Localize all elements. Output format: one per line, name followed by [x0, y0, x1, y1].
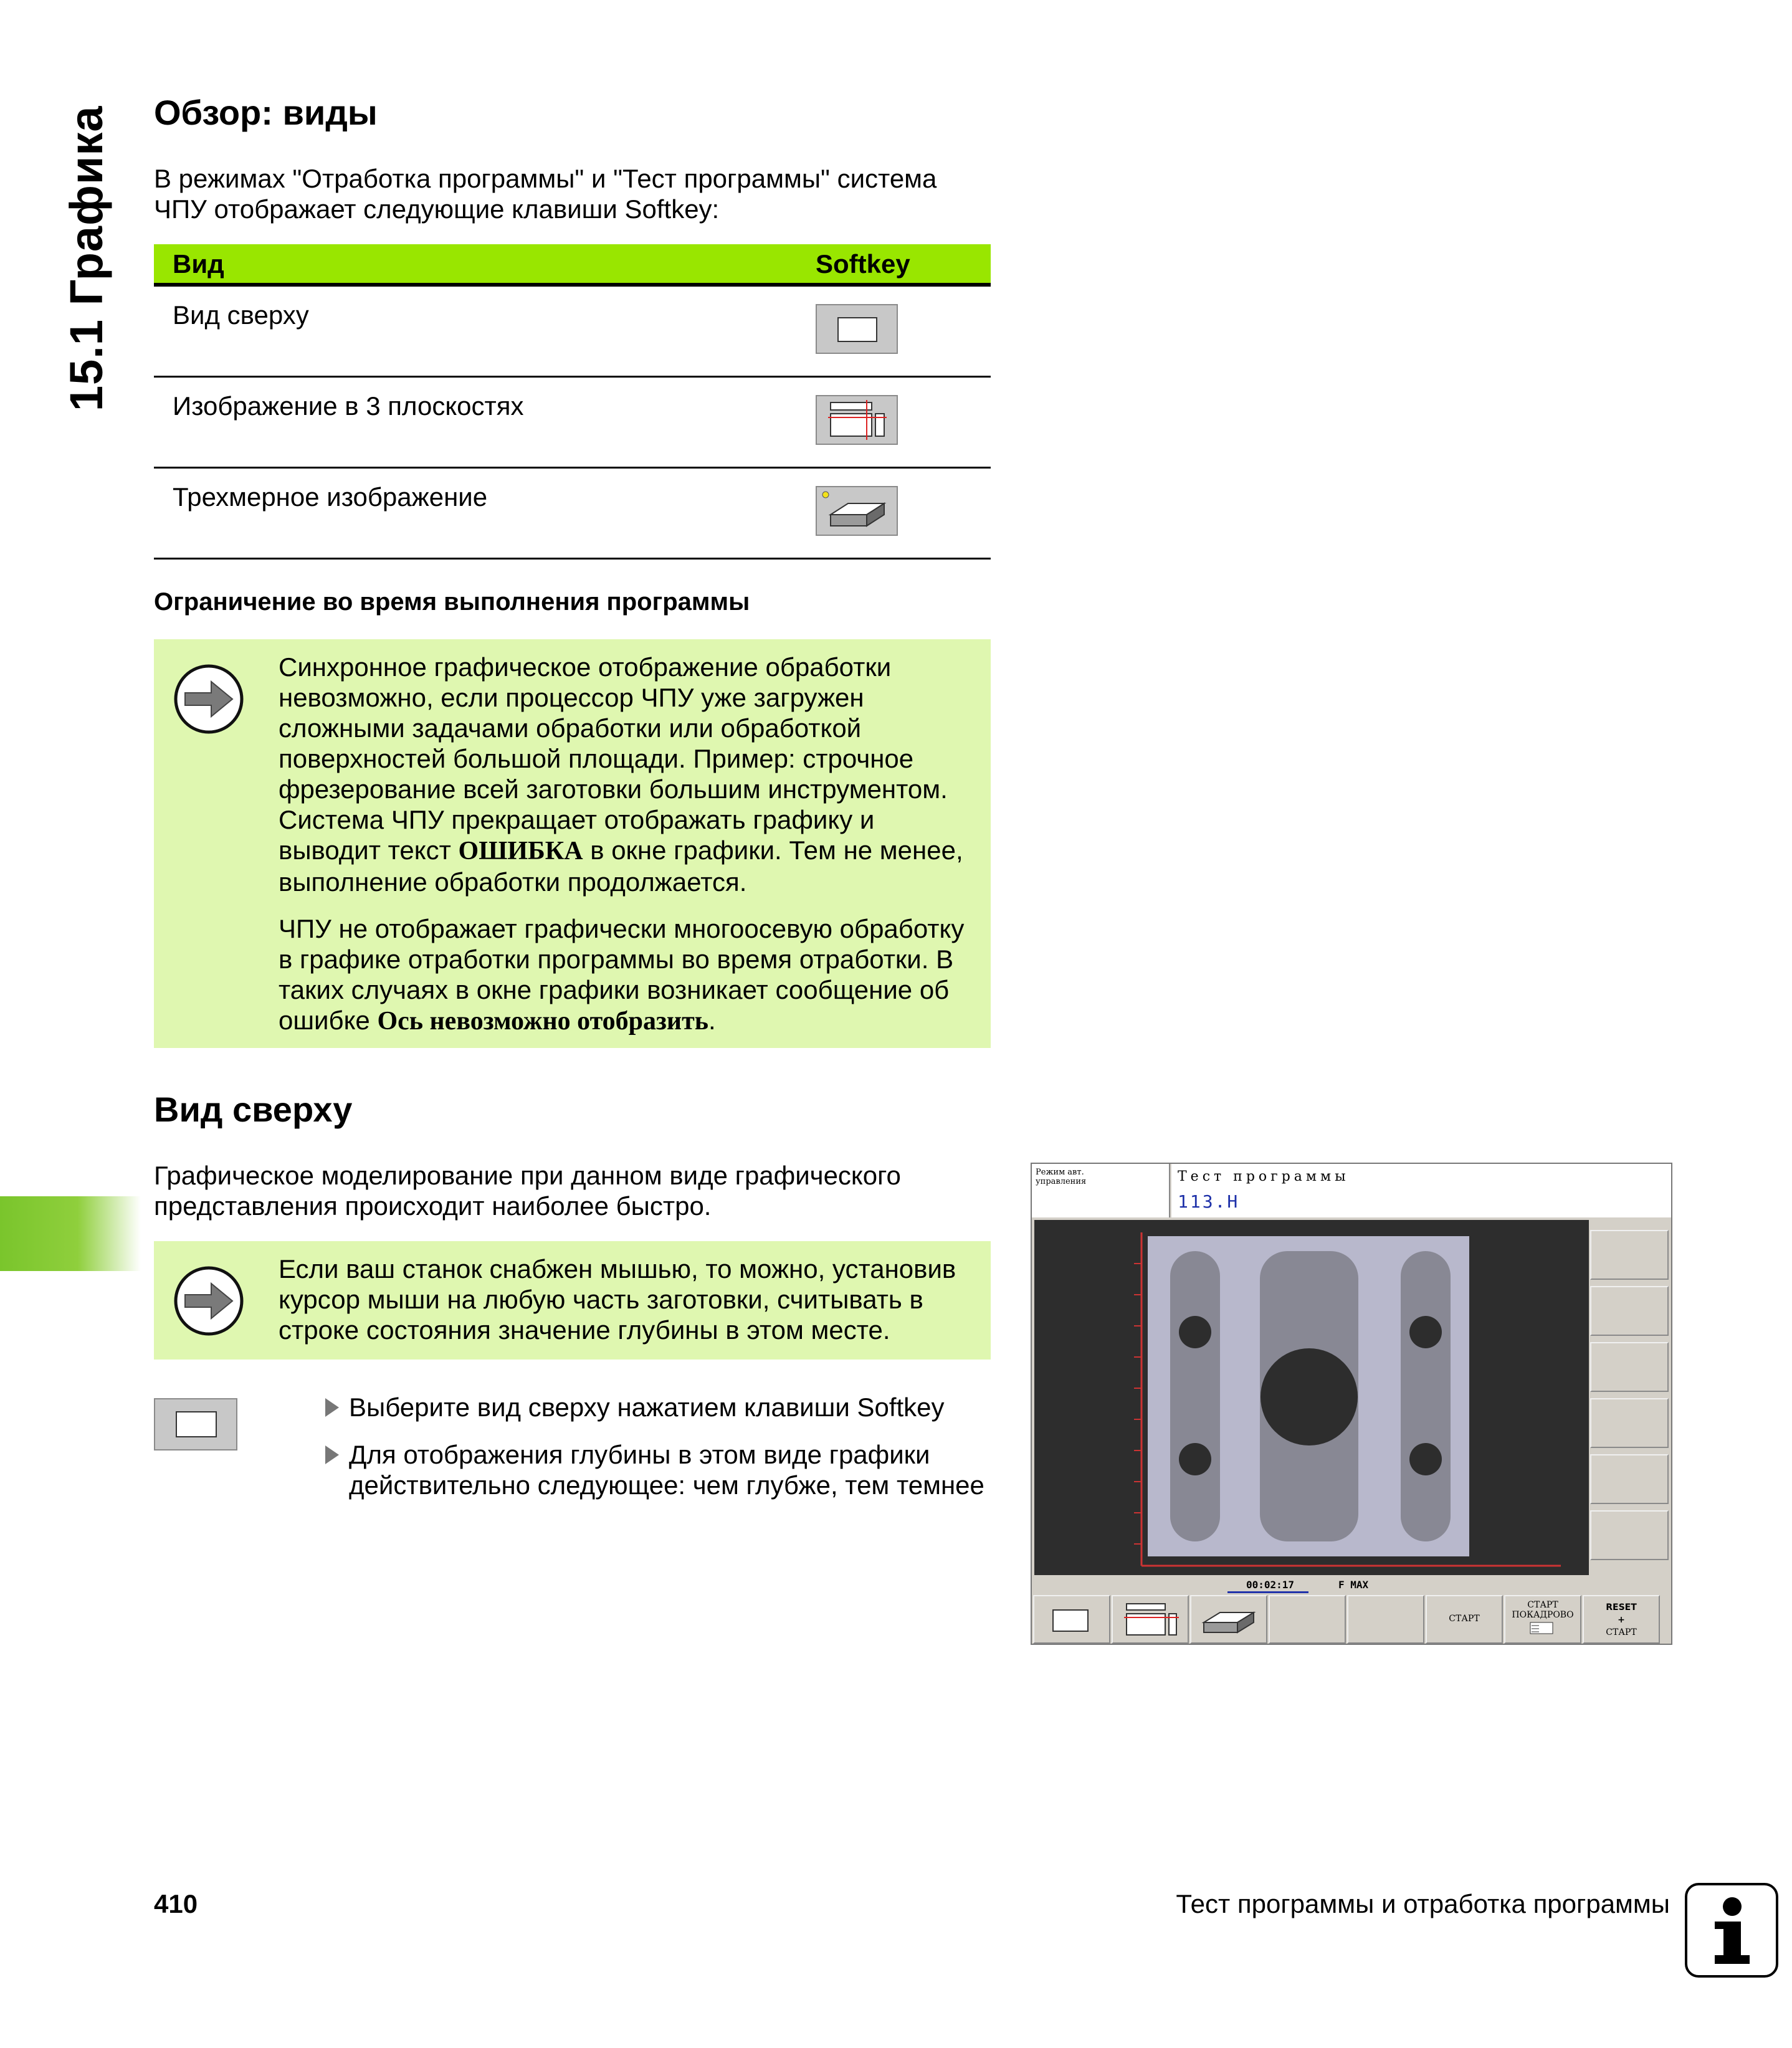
top-view-softkey-icon: [154, 1398, 237, 1450]
col-header-softkey: Softkey: [816, 249, 910, 279]
softkey-top-view[interactable]: [1033, 1595, 1110, 1644]
top-view-intro: Графическое моделирование при данном виде графического представления происходит наиболее быстро.: [154, 1161, 901, 1221]
softkey-empty[interactable]: [1269, 1595, 1346, 1644]
section-title-top-view: Вид сверху: [154, 1090, 353, 1129]
side-softkey[interactable]: [1590, 1454, 1669, 1504]
program-name: 113.H: [1178, 1191, 1240, 1212]
graphics-window: [1034, 1220, 1589, 1575]
footer-chapter-title: Тест программы и отработка программы: [1176, 1889, 1670, 1918]
table-row: [154, 287, 991, 378]
restriction-note: [154, 639, 991, 1048]
mouse-note: [154, 1241, 991, 1360]
restriction-title: Ограничение во время выполнения программы: [154, 588, 750, 616]
softkey-three-planes[interactable]: [1112, 1595, 1189, 1644]
softkey-3d-view[interactable]: [1190, 1595, 1267, 1644]
views-table: [154, 244, 991, 560]
reset-start-button[interactable]: RESET + СТАРТ: [1583, 1595, 1660, 1644]
side-softkey[interactable]: [1590, 1342, 1669, 1392]
screen-title-area: [1171, 1164, 1671, 1217]
feed-status: F MAX: [1338, 1579, 1369, 1591]
arrow-right-icon: [173, 663, 245, 738]
side-softkey[interactable]: [1590, 1510, 1669, 1560]
col-header-view: Вид: [173, 249, 224, 279]
status-bar: [1034, 1576, 1589, 1594]
chapter-tab-marker: [0, 1196, 141, 1271]
row-label-3d: Трехмерное изображение: [173, 482, 488, 512]
mouse-note-text: Если ваш станок снабжен мышью, то можно, установив курсор мыши на любую часть заготовки, считывать в строке состояния значение глубины в этом месте.: [279, 1254, 956, 1345]
elapsed-time: 00:02:17: [1246, 1579, 1295, 1591]
three-planes-softkey-icon: [816, 395, 898, 445]
info-icon: [1685, 1883, 1778, 1978]
section-title-overview: Обзор: виды: [154, 93, 378, 132]
start-button[interactable]: СТАРТ: [1426, 1595, 1503, 1644]
restriction-paragraph-1: Синхронное графическое отображение обработки невозможно, если процессор ЧПУ уже загружен сложными задачами обработки или обработкой поверхностей большой площади. Пример: строчное фрезерование всей заготовки большим инструментом. Система ЧПУ прекращает отображать графику и выводит текст ОШИБКА в окне графики. Тем не менее, выполнение обработки продолжается.: [279, 652, 963, 897]
overview-intro: В режимах "Отработка программы" и "Тест программы" система ЧПУ отображает следующие клавиши Softkey:: [154, 164, 937, 224]
cnc-screen-image: [1031, 1163, 1672, 1645]
list-item: Для отображения глубины в этом виде графики действительно следующее: чем глубже, тем темнее: [324, 1439, 991, 1500]
list-item: Выберите вид сверху нажатием клавиши Softkey: [324, 1392, 991, 1422]
page-number: 410: [154, 1889, 198, 1918]
3d-view-softkey-icon: [816, 486, 898, 536]
table-row: [154, 469, 991, 560]
side-softkey[interactable]: [1590, 1230, 1669, 1280]
softkey-empty[interactable]: [1347, 1595, 1424, 1644]
screen-mode-title: Тест программы: [1178, 1169, 1350, 1184]
row-label-three-planes: Изображение в 3 плоскостях: [173, 391, 524, 421]
start-single-block-button[interactable]: СТАРТ ПОКАДРОВО: [1504, 1595, 1581, 1644]
top-view-softkey-icon: [816, 304, 898, 354]
table-header: [154, 244, 991, 287]
bullet-triangle-icon: [324, 1397, 340, 1418]
operating-mode-label: Режим авт. управления: [1032, 1164, 1170, 1217]
restriction-paragraph-2: ЧПУ не отображает графически многоосевую обработку в графике отработки программы во время отработки. В таких случаях в окне графики возникает сообщение об ошибке Ось невозможно отобразить.: [279, 914, 965, 1036]
arrow-right-icon: [173, 1265, 245, 1340]
chapter-side-title: 15.1 Графика: [60, 105, 112, 411]
table-row: [154, 378, 991, 469]
side-softkey[interactable]: [1590, 1398, 1669, 1448]
side-softkey[interactable]: [1590, 1286, 1669, 1336]
row-label-top-view: Вид сверху: [173, 300, 309, 330]
bullet-triangle-icon: [324, 1444, 340, 1465]
